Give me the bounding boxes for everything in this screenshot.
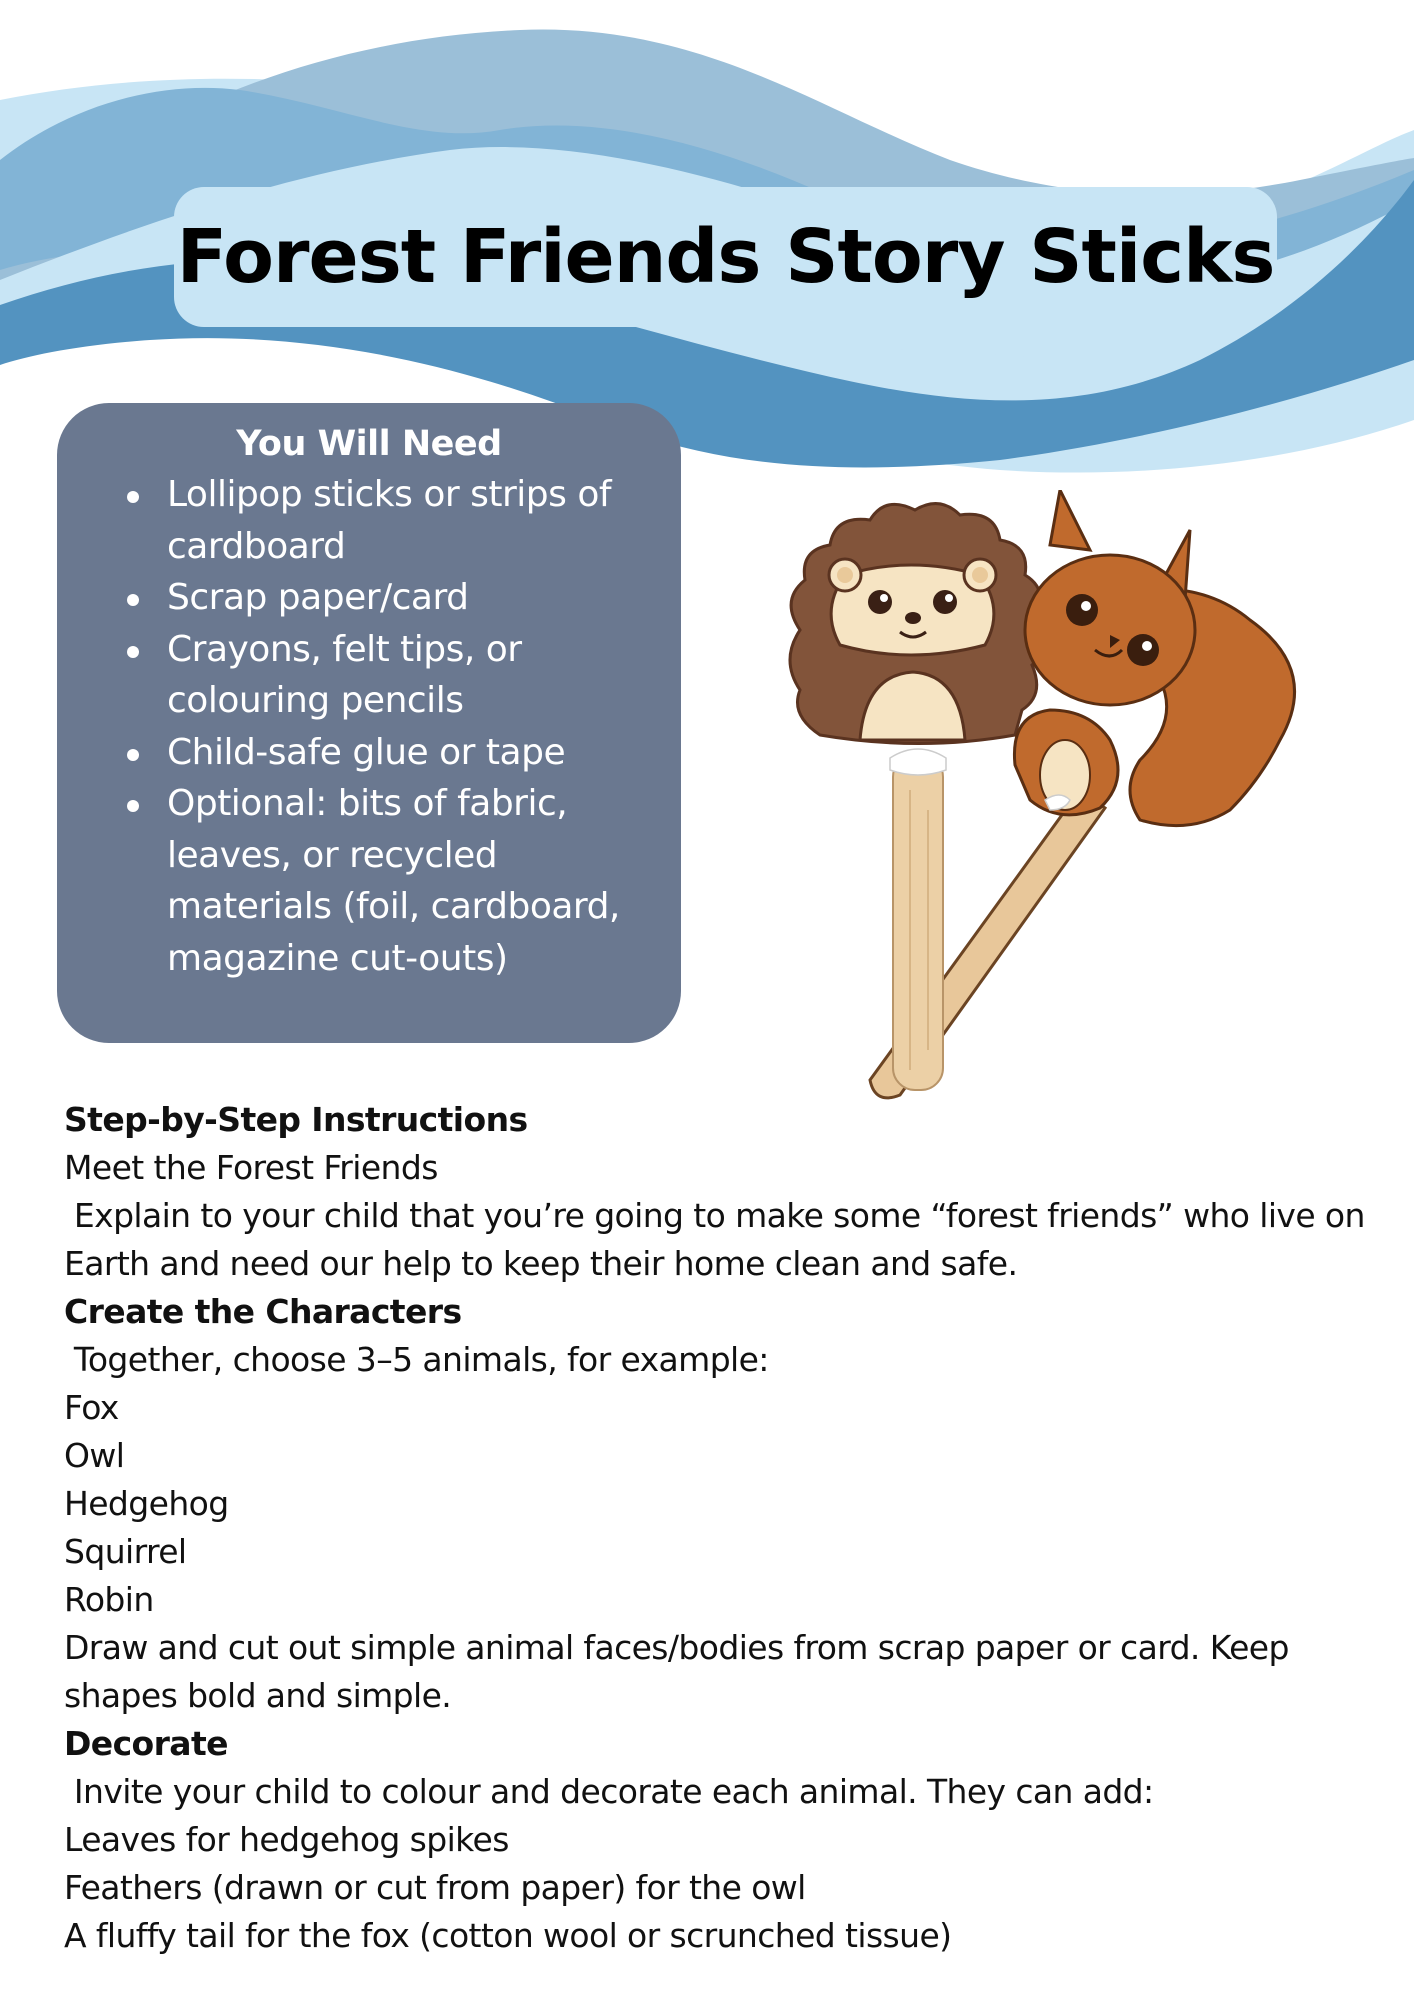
materials-item: Crayons, felt tips, or colouring pencils — [107, 624, 661, 727]
animal-example: Robin — [64, 1580, 154, 1619]
decoration-idea: A fluffy tail for the fox (cotton wool or scrunched tissue) — [64, 1916, 952, 1955]
decoration-idea: Feathers (drawn or cut from paper) for the owl — [64, 1868, 806, 1907]
animal-example: Hedgehog — [64, 1484, 229, 1523]
instructions-heading: Step-by-Step Instructions — [64, 1100, 528, 1139]
step-text: Invite your child to colour and decorate each animal. They can add: — [64, 1772, 1154, 1811]
materials-panel — [57, 403, 681, 1043]
step-title: Meet the Forest Friends — [64, 1148, 438, 1187]
decoration-idea: Leaves for hedgehog spikes — [64, 1820, 509, 1859]
squirrel-icon — [1014, 490, 1294, 826]
step-text: Together, choose 3–5 animals, for example: — [64, 1340, 769, 1379]
story-sticks-illustration — [760, 490, 1360, 1110]
step-text: Draw and cut out simple animal faces/bodies from scrap paper or card. Keep shapes bold and simple. — [64, 1628, 1299, 1715]
page-title: Forest Friends Story Sticks — [176, 214, 1275, 300]
step-title: Decorate — [64, 1724, 228, 1763]
materials-item: Optional: bits of fabric, leaves, or recycled materials (foil, cardboard, magazine cut-outs) — [107, 778, 661, 984]
step-text: Explain to your child that you’re going to make some “forest friends” who live on Earth and need our help to keep their home clean and safe. — [64, 1196, 1375, 1283]
materials-item: Child-safe glue or tape — [107, 727, 661, 779]
step-title: Create the Characters — [64, 1292, 462, 1331]
materials-list — [127, 469, 661, 984]
materials-heading: You Will Need — [236, 424, 502, 464]
animal-example: Squirrel — [64, 1532, 187, 1571]
materials-item: Lollipop sticks or strips of cardboard — [107, 469, 661, 572]
animal-example: Fox — [64, 1388, 119, 1427]
instructions-section — [64, 1096, 1404, 1960]
hedgehog-icon — [790, 504, 1044, 744]
animal-example: Owl — [64, 1436, 125, 1475]
title-banner — [174, 187, 1277, 327]
materials-item: Scrap paper/card — [107, 572, 661, 624]
hedgehog-stick — [890, 749, 946, 1090]
